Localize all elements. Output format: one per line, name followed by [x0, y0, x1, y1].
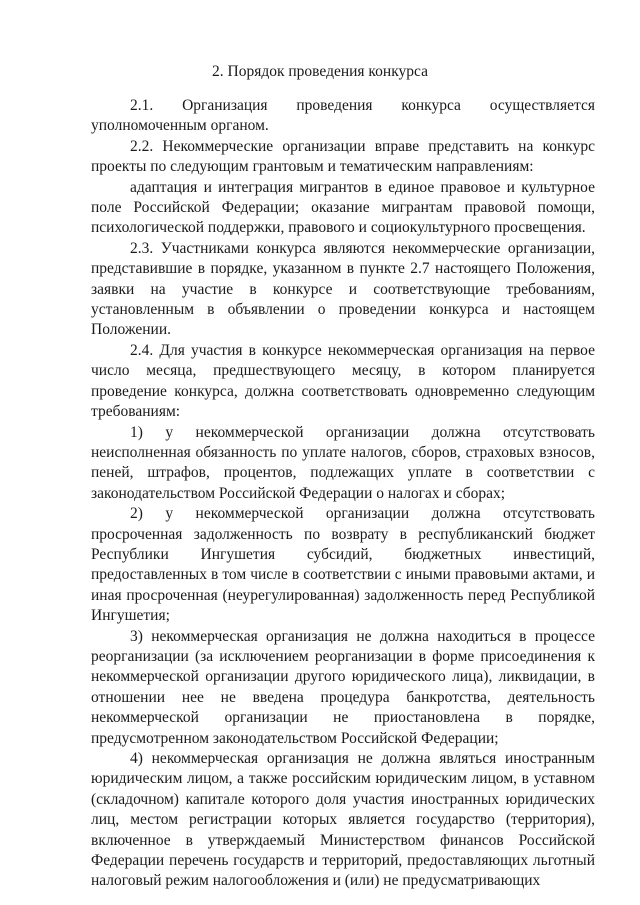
paragraph-2-2: 2.2. Некоммерческие организации вправе представить на конкурс проекты по следующим грантовым и тематическим направлениям: — [91, 137, 595, 176]
paragraph-2-3: 2.3. Участниками конкурса являются некоммерческие организации, представившие в порядке, указанном в пункте 2.7 настоящего Положения, заявки на участие в конкурсе и соответствующие требованиям, установленным в объявлении о проведении конкурса и настоящем Положении. — [91, 239, 595, 339]
requirement-4: 4) некоммерческая организация не должна являться иностранным юридическим лицом, а также российским юридическим лицом, в уставном (складочном) капитале которого доля участия иностранных юридических лиц, местом регистрации которых является государство (территория), включенное в утверждаемый Министерством финансов Российской Федерации перечень государств и территорий, предоставляющих льготный налоговый режим налогообложения и (или) не предусматривающих — [91, 750, 595, 890]
section-body — [91, 96, 595, 892]
paragraph-2-1: 2.1. Организация проведения конкурса осуществляется уполномоченным органом. — [91, 97, 595, 135]
requirement-2: 2) у некоммерческой организации должна отсутствовать просроченная задолженность по возврату в республиканский бюджет Республики Ингушетия субсидий, бюджетных инвестиций, предоставленных в том числе в соответствии с иными правовыми актами, и иная просроченная (неурегулированная) задолженность перед Республикой Ингушетия; — [91, 505, 595, 625]
section-title: 2. Порядок проведения конкурса — [212, 63, 428, 80]
requirement-1: 1) у некоммерческой организации должна отсутствовать неисполненная обязанность по уплате налогов, сборов, страховых взносов, пеней, штрафов, процентов, подлежащих уплате в соответствии с законодательством Российской Федерации о налогах и сборах; — [91, 423, 595, 502]
paragraph-directions: адаптация и интеграция мигрантов в единое правовое и культурное поле Российской Федерации; оказание мигрантам правовой помощи, психологической поддержки, правового и социокультурного просвещения. — [91, 178, 595, 237]
requirement-3: 3) некоммерческая организация не должна находиться в процессе реорганизации (за исключением реорганизации в форме присоединения к некоммерческой организации другого юридического лица), ликвидации, в отношении нее не введена процедура банкротства, деятельность некоммерческой организации не приостановлена в порядке, предусмотренном законодательством Российской Федерации; — [91, 627, 595, 747]
paragraph-2-4: 2.4. Для участия в конкурсе некоммерческая организация на первое число месяца, предшествующего месяцу, в котором планируется проведение конкурса, должна соответствовать одновременно следующим требованиям: — [91, 341, 595, 421]
